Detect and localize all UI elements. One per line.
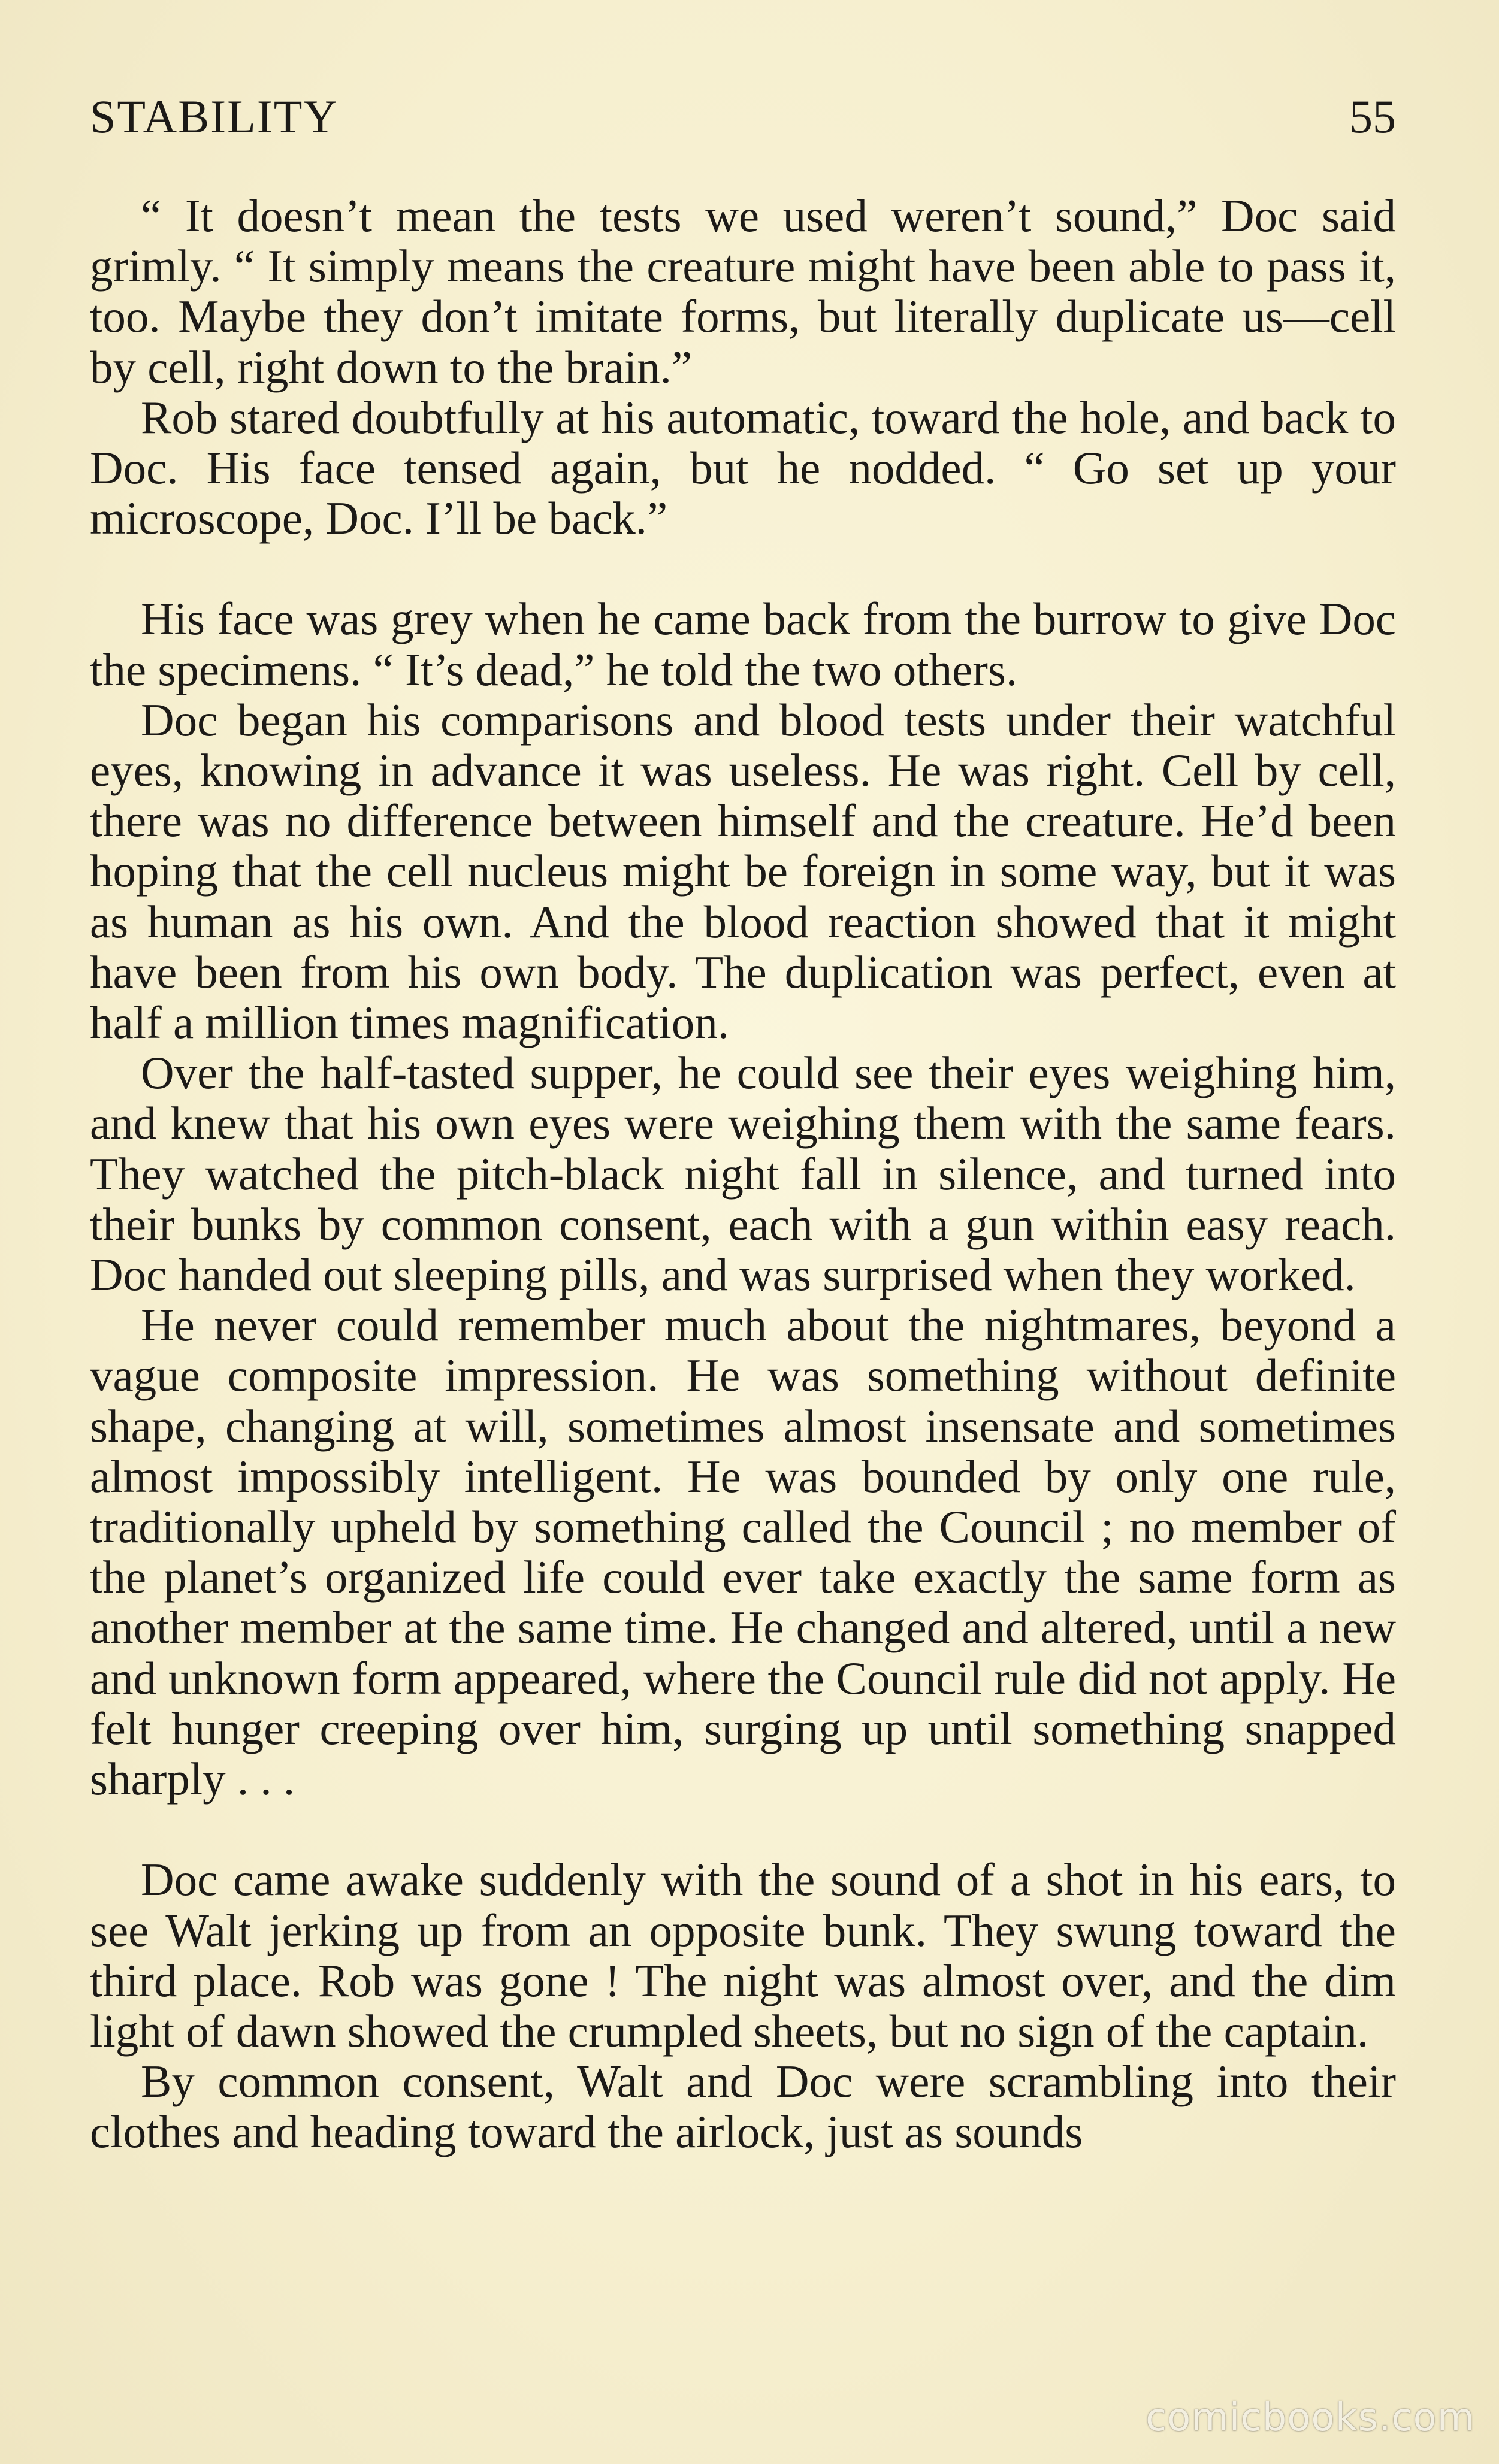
paragraph: By common consent, Walt and Doc were scrambling into their clothes and heading toward the airlock, just as sounds — [90, 2056, 1396, 2158]
paragraph: Over the half-tasted supper, he could see their eyes weighing him, and knew that his own eyes were weighing them with the same fears. They watched the pitch-black night fall in silence, and turned into their bunks by common consent, each with a gun within easy reach. Doc handed out sleeping pills, and was surprised when they worked. — [90, 1047, 1396, 1301]
paragraph: Doc began his comparisons and blood tests under their watchful eyes, knowing in advance it was useless. He was right. Cell by cell, there was no difference between himself and the creature. He’d been hoping that the cell nucleus might be foreign in some way, but it was as human as his own. And the blood reaction showed that it might have been from his own body. The duplication was perfect, even at half a million times magnification. — [90, 694, 1396, 1049]
paragraph: “ It doesn’t mean the tests we used weren’t sound,” Doc said grimly. “ It simply means the creature might have been able to pass it, too. Maybe they don’t imitate forms, but literally duplicate us—cell by cell, right down to the brain.” — [90, 190, 1396, 393]
paragraph: Rob stared doubtfully at his automatic, toward the hole, and back to Doc. His face tensed again, but he nodded. “ Go set up your microscope, Doc. I’ll be back.” — [90, 391, 1396, 544]
paragraph: His face was grey when he came back from the burrow to give Doc the specimens. “ It’s dead,” he told the two others. — [90, 593, 1396, 695]
body-text — [90, 190, 1396, 2157]
page-number: 55 — [1349, 90, 1396, 143]
running-head — [90, 90, 1396, 150]
section-break — [90, 543, 1396, 594]
paragraph: Doc came awake suddenly with the sound of a shot in his ears, to see Walt jerking up from an opposite bunk. They swung toward the third place. Rob was gone ! The night was almost over, and the dim light of dawn showed the crumpled sheets, but no sign of the captain. — [90, 1854, 1396, 2057]
chapter-title: STABILITY — [90, 90, 339, 143]
paragraph: He never could remember much about the nightmares, beyond a vague composite impression. He was something without definite shape, changing at will, sometimes almost insensate and sometimes almost impossibly intelligent. He was bounded by only one rule, traditionally upheld by something called the Council ; no member of the planet’s organized life could ever take exactly the same form as another member at the same time. He changed and altered, until a new and unknown form appeared, where the Council rule did not apply. He felt hunger creeping over him, surging up until something snapped sharply . . . — [90, 1299, 1396, 1805]
section-break — [90, 1804, 1396, 1854]
watermark: comicbooks.com — [1145, 2396, 1475, 2440]
